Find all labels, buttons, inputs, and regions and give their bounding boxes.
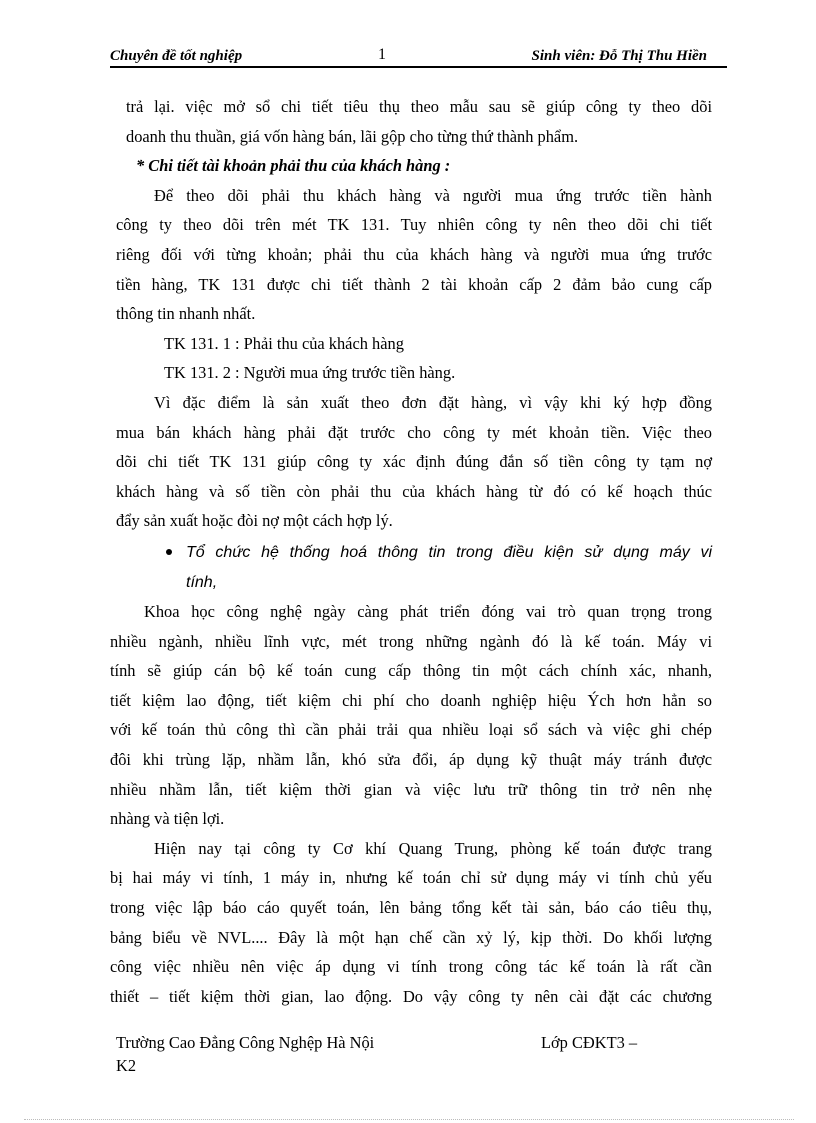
footer-class-continuation: K2: [116, 1056, 137, 1075]
text-line: bị hai máy vi tính, 1 máy in, nhưng kế toán chỉ sử dụng máy vi tính chủ yếu: [110, 868, 712, 888]
text-line: thông tin nhanh nhất.: [116, 304, 256, 324]
header-document-title: Chuyên đề tốt nghiệp: [110, 48, 243, 64]
text-line: nhiều ngành, nhiều lĩnh vực, mét trong những ngành đó là kế toán. Máy vi: [110, 631, 712, 651]
text-line: đẩy sản xuất hoặc đòi nợ một cách hợp lý.: [116, 511, 393, 531]
text-line: nhàng và tiện lợi.: [110, 809, 225, 829]
text-line: thiết – tiết kiệm thời gian, lao động. Do vậy công ty nên cài đặt các chương: [110, 986, 712, 1006]
text-line: khách hàng và số tiền còn phải thu của khách hàng từ đó có kế hoạch thúc: [116, 481, 712, 501]
text-line: nhiều nhầm lẫn, tiết kiệm thời gian và việc lưu trữ thông tin trở nên nhẹ: [110, 779, 712, 799]
text-line: tiền hàng, TK 131 được chi tiết thành 2 tài khoản cấp 2 đảm bảo cung cấp: [116, 274, 712, 294]
footer-class-name: Lớp CĐKT3 –: [541, 1033, 638, 1052]
text-line: Hiện nay tại công ty Cơ khí Quang Trung, phòng kế toán được trang: [154, 838, 712, 858]
header-student-name: Sinh viên: Đỗ Thị Thu Hiền: [531, 48, 707, 64]
text-line: công ty theo dõi trên mét TK 131. Tuy nhiên công ty nên theo dõi chi tiết: [116, 215, 712, 235]
text-line: Tổ chức hệ thống hoá thông tin trong điều kiện sử dụng máy vi: [186, 543, 712, 561]
text-line: trong việc lập báo cáo quyết toán, lên bảng tổng kết tài sản, báo cáo tiêu thụ,: [110, 898, 712, 918]
paragraph-1: [126, 92, 712, 151]
text-line: tính,: [186, 573, 218, 591]
account-item-1311: TK 131. 1 : Phải thu của khách hàng: [164, 333, 404, 353]
paragraph-5: [110, 834, 712, 1012]
text-line: trả lại. việc mở sổ chi tiết tiêu thụ theo mẫu sau sẽ giúp công ty theo dõi: [126, 97, 712, 116]
text-line: bảng biểu về NVL.... Đây là một hạn chế cần xỷ lý, kịp thời. Do khối lượng: [110, 927, 712, 947]
text-line: riêng đối với từng khoản; phải thu của khách hàng và người mua ứng trước: [116, 244, 712, 264]
document-body: [110, 92, 712, 1011]
page-bottom-divider: [24, 1119, 794, 1120]
text-line: với kế toán thủ công thì cần phải trải qua nhiều loại sổ sách và việc ghi chép: [110, 720, 712, 740]
text-line: Khoa học công nghệ ngày càng phát triển đóng vai trò quan trọng trong: [144, 602, 712, 622]
paragraph-4: [110, 597, 712, 834]
page-footer: [116, 1031, 676, 1077]
text-line: tiết kiệm lao động, tiết kiệm chi phí cho doanh nghiệp hiệu Ých hơn hẳn so: [110, 690, 712, 710]
text-line: đôi khi trùng lặp, nhầm lẫn, khó sửa đổi, áp dụng kỹ thuật máy tránh được: [110, 750, 712, 770]
text-line: Vì đặc điểm là sản xuất theo đơn đặt hàng, vì vậy khi ký hợp đồng: [154, 392, 712, 412]
section-heading: * Chi tiết tài khoản phải thu của khách hàng :: [136, 156, 451, 176]
header-page-number: 1: [378, 46, 386, 63]
account-item-1312: TK 131. 2 : Người mua ứng trước tiền hàng.: [164, 363, 456, 383]
text-line: doanh thu thuần, giá vốn hàng bán, lãi gộp cho từng thứ thành phẩm.: [126, 126, 579, 146]
text-line: Để theo dõi phải thu khách hàng và người mua ứng trước tiền hành: [154, 185, 712, 205]
text-line: mua bán khách hàng phải đặt trước cho công ty mét khoản tiền. Việc theo: [116, 422, 712, 442]
paragraph-3: [116, 388, 712, 536]
bullet-dot-icon: [166, 549, 172, 555]
text-line: công việc nhiều nên việc áp dụng vi tính trong công tác kế toán là rất cần: [110, 957, 712, 977]
page-header: [110, 46, 727, 68]
text-line: dõi chi tiết TK 131 giúp công ty xác định đúng đắn số tiền công ty tạm nợ: [116, 452, 712, 472]
paragraph-2: [116, 181, 712, 329]
text-line: tính sẽ giúp cán bộ kế toán cung cấp thông tin một cách chính xác, nhanh,: [110, 661, 712, 681]
bullet-item: [126, 538, 712, 597]
footer-school-name: Trường Cao Đẳng Công Nghệp Hà Nội: [116, 1033, 375, 1052]
